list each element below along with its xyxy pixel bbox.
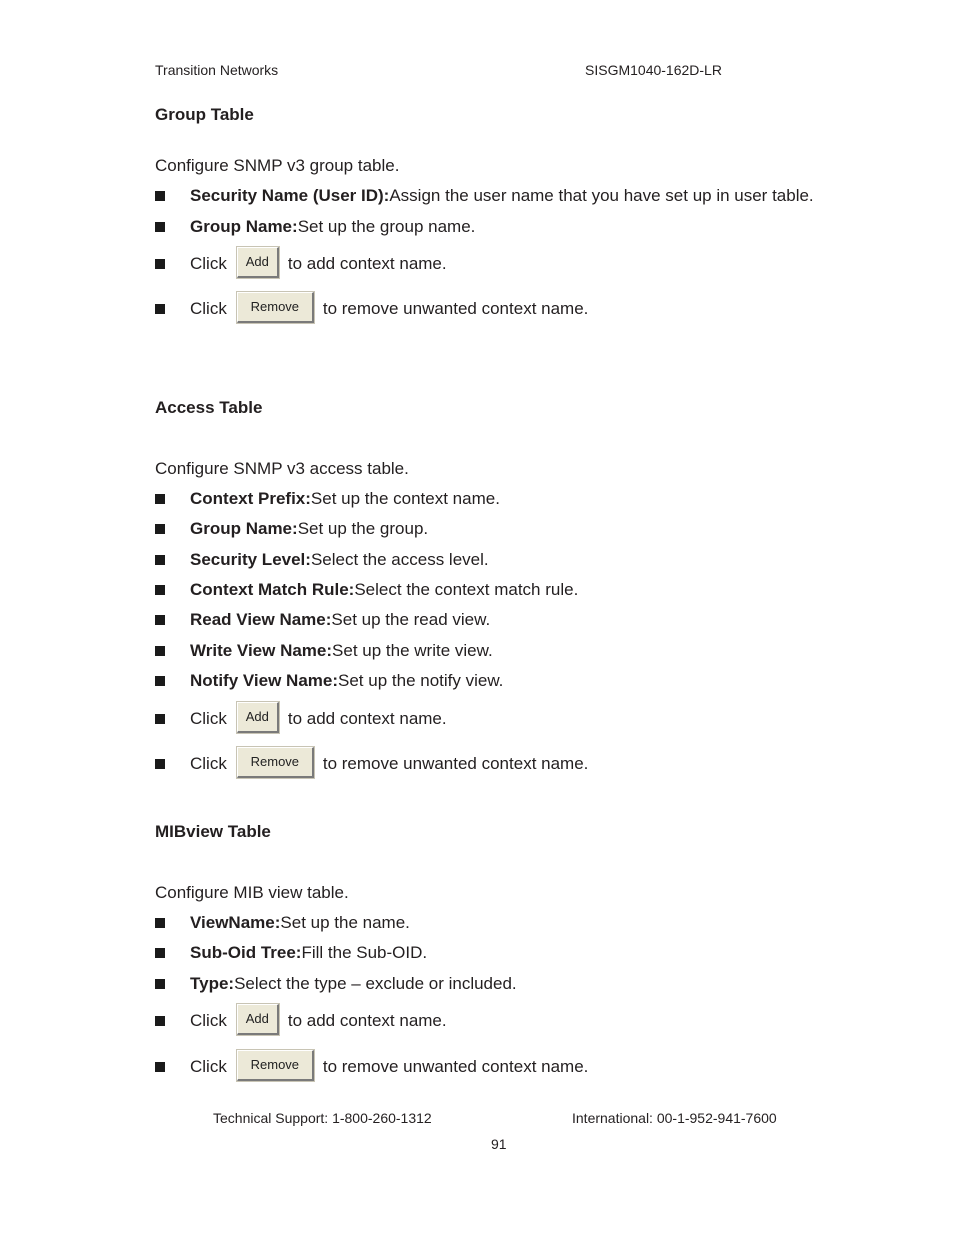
bullet-square-icon (155, 585, 165, 595)
list-item (155, 668, 503, 694)
group-table-intro: Configure SNMP v3 group table. (155, 156, 400, 175)
add-suffix: to add context name. (287, 254, 447, 273)
bullet-square-icon (155, 979, 165, 989)
list-item (155, 751, 588, 777)
list-item (155, 183, 814, 209)
bullet-square-icon (155, 676, 165, 686)
click-text: Click (190, 709, 227, 728)
item-term: Context Prefix: (190, 489, 311, 508)
bullet-square-icon (155, 918, 165, 928)
item-desc: Fill the Sub-OID. (301, 943, 428, 962)
bullet-square-icon (155, 494, 165, 504)
list-item (155, 940, 427, 966)
bullet-square-icon (155, 948, 165, 958)
remove-button[interactable]: Remove (237, 1050, 314, 1081)
item-desc: Set up the name. (280, 913, 410, 932)
list-item (155, 296, 588, 322)
bullet-square-icon (155, 555, 165, 565)
item-desc: Set up the write view. (332, 641, 493, 660)
list-item (155, 486, 500, 512)
list-item (155, 910, 410, 936)
mibview-table-title: MIBview Table (155, 822, 271, 841)
add-button[interactable]: Add (237, 247, 279, 278)
footer-international: International: 00-1-952-941-7600 (572, 1110, 777, 1126)
bullet-square-icon (155, 304, 165, 314)
add-suffix: to add context name. (287, 1011, 447, 1030)
item-desc: Assign the user name that you have set up in user table. (389, 186, 814, 205)
item-term: Write View Name: (190, 641, 333, 660)
item-desc: Set up the group. (297, 519, 429, 538)
group-table-title: Group Table (155, 105, 254, 124)
remove-suffix: to remove unwanted context name. (322, 754, 589, 773)
item-desc: Set up the context name. (310, 489, 500, 508)
bullet-square-icon (155, 259, 165, 269)
click-text: Click (190, 254, 227, 273)
list-item (155, 547, 489, 573)
list-item (155, 607, 490, 633)
click-text: Click (190, 299, 227, 318)
bullet-square-icon (155, 714, 165, 724)
list-item (155, 1054, 588, 1080)
click-text: Click (190, 1011, 227, 1030)
add-button[interactable]: Add (237, 1004, 279, 1035)
remove-button[interactable]: Remove (237, 292, 314, 323)
list-item (155, 251, 447, 277)
item-term: Security Name (User ID): (190, 186, 390, 205)
header-company: Transition Networks (155, 62, 279, 78)
item-desc: Select the context match rule. (354, 580, 579, 599)
bullet-square-icon (155, 524, 165, 534)
list-item (155, 638, 493, 664)
list-item (155, 516, 428, 542)
bullet-square-icon (155, 191, 165, 201)
list-item (155, 577, 578, 603)
list-item (155, 1008, 447, 1034)
remove-suffix: to remove unwanted context name. (322, 299, 589, 318)
item-term: Notify View Name: (190, 671, 339, 690)
click-text: Click (190, 1057, 227, 1076)
remove-button[interactable]: Remove (237, 747, 314, 778)
remove-suffix: to remove unwanted context name. (322, 1057, 589, 1076)
item-term: Sub-Oid Tree: (190, 943, 302, 962)
item-term: ViewName: (190, 913, 281, 932)
footer-support: Technical Support: 1-800-260-1312 (213, 1110, 432, 1126)
list-item (155, 971, 517, 997)
bullet-square-icon (155, 222, 165, 232)
header-model: SISGM1040-162D-LR (585, 62, 722, 78)
list-item (155, 706, 447, 732)
bullet-square-icon (155, 646, 165, 656)
list-item (155, 214, 475, 240)
bullet-square-icon (155, 1016, 165, 1026)
item-desc: Set up the group name. (297, 217, 476, 236)
mibview-table-intro: Configure MIB view table. (155, 883, 349, 902)
bullet-square-icon (155, 759, 165, 769)
item-desc: Set up the read view. (331, 610, 491, 629)
item-term: Group Name: (190, 519, 298, 538)
item-desc: Select the access level. (310, 550, 489, 569)
bullet-square-icon (155, 1062, 165, 1072)
item-desc: Set up the notify view. (338, 671, 504, 690)
item-term: Security Level: (190, 550, 311, 569)
bullet-square-icon (155, 615, 165, 625)
access-table-title: Access Table (155, 398, 263, 417)
item-term: Context Match Rule: (190, 580, 355, 599)
access-table-intro: Configure SNMP v3 access table. (155, 459, 409, 478)
item-term: Read View Name: (190, 610, 332, 629)
add-suffix: to add context name. (287, 709, 447, 728)
item-term: Type: (190, 974, 235, 993)
item-desc: Select the type – exclude or included. (234, 974, 517, 993)
click-text: Click (190, 754, 227, 773)
add-button[interactable]: Add (237, 702, 279, 733)
page-number: 91 (491, 1136, 507, 1152)
item-term: Group Name: (190, 217, 298, 236)
